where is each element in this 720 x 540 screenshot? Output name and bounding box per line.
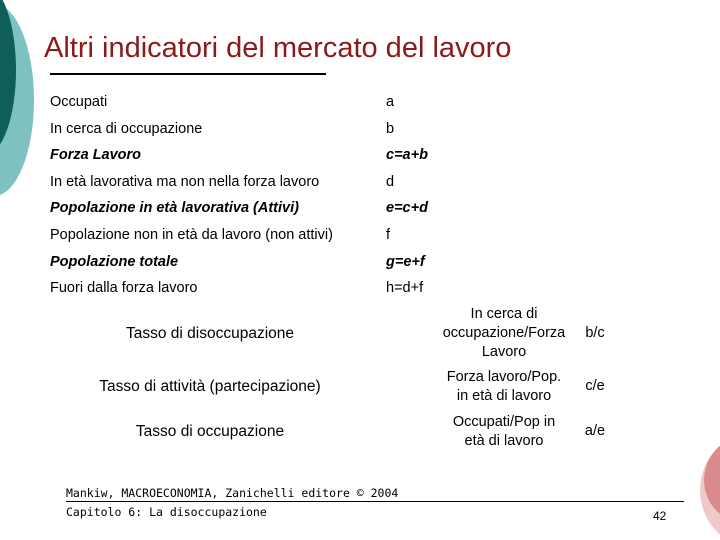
rate-definition-line: Lavoro	[481, 344, 527, 360]
definition-value: h=d+f	[386, 280, 424, 297]
slide-title: Altri indicatori del mercato del lavoro	[44, 32, 512, 64]
definition-label: Occupati	[50, 94, 108, 110]
rate-definition-line: in età di lavoro	[456, 388, 552, 404]
definition-label: Popolazione non in età da lavoro (non attivi)	[50, 227, 333, 243]
rate-label: Tasso di occupazione	[135, 423, 285, 440]
definition-row	[50, 90, 470, 114]
rate-definition-line: In cerca di	[470, 306, 538, 322]
definition-label: Fuori dalla forza lavoro	[50, 280, 198, 297]
footer-chapter: Capitolo 6: La disoccupazione	[66, 505, 267, 519]
definition-value: a	[386, 94, 395, 110]
footer-divider	[66, 501, 684, 502]
definition-value: f	[386, 227, 391, 243]
definition-label: Popolazione in età lavorativa (Attivi)	[50, 200, 299, 217]
definition-label: In cerca di occupazione	[50, 120, 203, 137]
definition-value: g=e+f	[386, 253, 425, 270]
rate-row	[50, 368, 690, 406]
definition-row	[50, 276, 470, 300]
definition-value: b	[386, 120, 395, 137]
definition-label: Forza Lavoro	[50, 147, 142, 164]
definition-value: c=a+b	[386, 147, 428, 164]
rate-label: Tasso di attività (partecipazione)	[99, 378, 321, 395]
title-underline	[50, 73, 326, 75]
definition-row	[50, 196, 470, 220]
definition-label: In età lavorativa ma non nella forza lavoro	[50, 173, 320, 190]
rate-definition-line: Occupati/Pop in	[452, 414, 556, 430]
rate-row	[50, 413, 690, 451]
footer-source: Mankiw, MACROECONOMIA, Zanichelli editore © 2004	[66, 486, 399, 500]
rate-formula: b/c	[585, 324, 605, 341]
rate-row	[50, 305, 690, 362]
definition-row	[50, 223, 470, 247]
definition-row	[50, 250, 470, 274]
rate-definition-line: occupazione/Forza	[442, 325, 566, 341]
definition-row	[50, 170, 470, 194]
definition-row	[50, 143, 470, 167]
definition-row	[50, 117, 470, 141]
definition-value: d	[386, 173, 395, 190]
rate-formula: c/e	[585, 378, 605, 394]
rate-definition-line: età di lavoro	[464, 433, 544, 449]
definition-label: Popolazione totale	[50, 253, 179, 270]
rate-definition-line: Forza lavoro/Pop.	[446, 369, 562, 385]
definition-value: e=c+d	[386, 200, 428, 217]
rate-label: Tasso di disoccupazione	[125, 324, 295, 342]
rate-formula: a/e	[584, 423, 606, 439]
page-number: 42	[653, 509, 667, 523]
